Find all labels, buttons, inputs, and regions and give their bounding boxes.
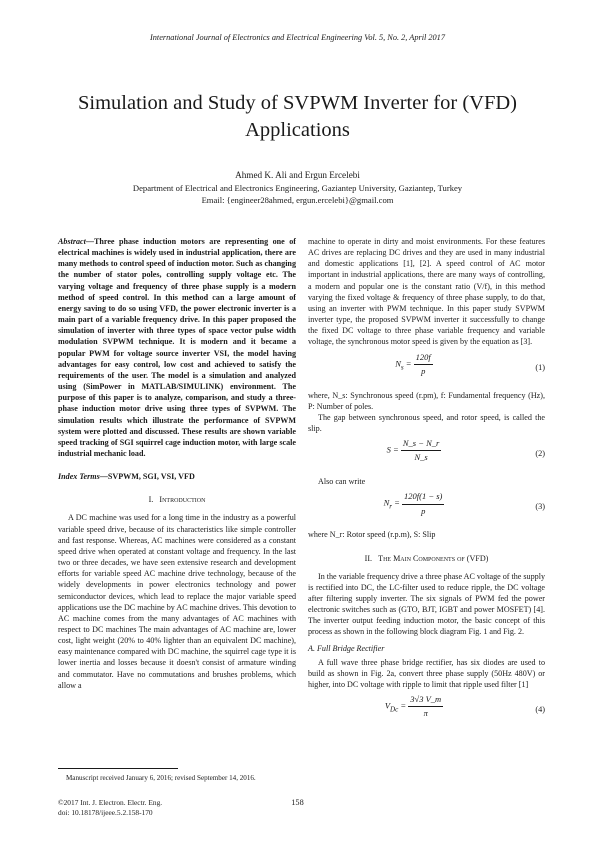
equation-number: (2) [535, 449, 545, 459]
body-paragraph: machine to operate in dirty and moist environments. For these features AC drives are replacing DC drives and they are used in many industrial and domestic applications [1], [2]. A speed control of AC motor important in industrial applications, there are many ways of controlling, a modern and popular one is the constant ratio (V/f), in this method varying the fixed voltage & frequency of three phase supply, to do that, using an inverter with PWM technique. In this paper study SVPWM inverter type, the proposed SVPWM inverter it successfully to change the fixed DC voltage to three phase variable frequency and variable voltage, the synchronous motor speed is given by the equation as [3]. [308, 237, 545, 347]
equation-2: S = $\frac{N\_s - N\_r}{N\_s}$ (2) [386, 438, 545, 463]
variable-definitions: where N_r: Rotor speed (r.p.m), S: Slip [308, 530, 436, 540]
abstract [58, 236, 296, 459]
copyright: ©2017 Int. J. Electron. Electr. Eng. [58, 798, 163, 807]
index-terms-text: —SVPWM, SGI, VSI, VFD [99, 472, 195, 482]
footnote-divider [58, 768, 178, 769]
body-paragraph: The gap between synchronous speed, and rotor speed, is called the slip. [308, 412, 545, 434]
body-paragraph: Also can write [318, 477, 366, 487]
subsection-heading: A. Full Bridge Rectifier [308, 643, 385, 653]
authors: Ahmed K. Ali and Ergun Ercelebi [235, 170, 360, 180]
page-number: 158 [291, 798, 304, 807]
equation-1: $N_s$ = $\frac{120f}{p}$ (1) [395, 351, 545, 376]
variable-definitions: where, N_s: Synchronous speed (r.pm), f: Fundamental frequency (Hz), P: Number of poles. [308, 390, 545, 411]
affiliation: Department of Electrical and Electronics Engineering, Gaziantep University, Gaziantep, Turkey [132, 183, 463, 193]
left-column [58, 236, 296, 691]
section-heading-introduction: I. Introduction [148, 495, 206, 505]
right-column [308, 236, 545, 732]
section-heading-main-components: II. The Main Components of (VFD) [364, 553, 489, 563]
intro-paragraph: A DC machine was used for a long time in the industry as a powerful variable speed drive, because of its characteristics like simple controller and fast response. Whereas, AC machines were considered as a constant speed drive when operated at constant voltage and frequency. In the last two or three decades, we have seen extensive research and development efforts for variable speed AC machine drive technology, because of the widely developments in power electronics technology and power semiconductor devices, which lead to replace the major variable speed applications use the DC machine by AC machine drives. This devotion to AC machine comes from the many advantages of AC machines with respect to DC machines The main advantages of AC machine are, lower cost, light weight (20% to 40% lighter than an equivalent DC machine), easy maintenance compared with DC machine, the squirrel cage type it is lower inertia and losses because it doesn't consist of armature winding and commutator. Have no commutations and brushes problems, which allow a [58, 513, 296, 690]
abstract-text: —Three phase induction motors are representing one of electrical machines is widely used in industrial application, there are many methods to control speed of induction motor. Such as changing the number of stator poles, controlling supply voltage etc. The varying voltage and frequency of three phase supply is a modern method of speed control. In this method can a large amount of energy saving to do so using VFD, the power electronic inverter is a main part of a variable frequency drive. In this paper proposed the simulation of inverter with three types of space vector pulse width modulation SVPWM technique. It is modern and it became a popular PWM for voltage source inverter VSI, the model having advantages for easy control, low cost and achieved to satisfy the requirements of the user. The model is a simulation and analyzed using (SimPower in MATLAB/SIMULINK) environment. The purpose of this paper is to analyze, comparison, and study a three-phase induction motor drive using three types of SVPWM. The simulation results which illustrate the performance of SVPWM system were plotted and discussed. These results are shown variable speed tracking of SGI squirrel cage induction motor, with large scale industrial mechanic load. [58, 237, 296, 458]
footnote: Manuscript received January 6, 2016; revised September 14, 2016. [66, 774, 256, 782]
equation-4: $V_{Dc}$ = $\frac{3√3 V\_m}{\pi}$ (4) [384, 694, 545, 719]
equation-3: $N_r$ = $\frac{120f(1 - s)}{p}$ (3) [383, 491, 545, 516]
body-paragraph: In the variable frequency drive a three phase AC voltage of the supply is rectified into DC, the LC-filter used to reduce ripple, the DC voltage after filtering supply inverter. The six signals of PWM fed the power electronic switches such as (GTO, BJT, IGBT and power MOSFET) [4]. The inverter output feeding induction motor, the basic concept of this process as shown in the following block diagram Fig. 1 and Fig. 2. [308, 571, 545, 637]
index-terms [58, 471, 296, 482]
equation-number: (1) [535, 362, 545, 372]
journal-header: International Journal of Electronics and Electrical Engineering Vol. 5, No. 2, April 2017 [150, 33, 445, 42]
paper-title: Simulation and Study of SVPWM Inverter for (VFD) Applications [78, 92, 517, 141]
equation-number: (4) [535, 705, 545, 715]
abstract-lead: Abstract [58, 237, 86, 246]
equation-number: (3) [535, 502, 545, 512]
affiliation-block [0, 182, 595, 206]
index-terms-lead: Index Terms [58, 472, 100, 482]
email: Email: {engineer28ahmed, ergun.ercelebi}@gmail.com [201, 195, 394, 205]
body-paragraph: A full wave three phase bridge rectifier, has six diodes are used to build as shown in Fig. 2a, convert three phase supply (50Hz 480V) or higher, into DC voltage with ripple to limit that ripple used filter [1] [308, 657, 545, 690]
doi: doi: 10.18178/ijeee.5.2.158-170 [58, 808, 153, 817]
